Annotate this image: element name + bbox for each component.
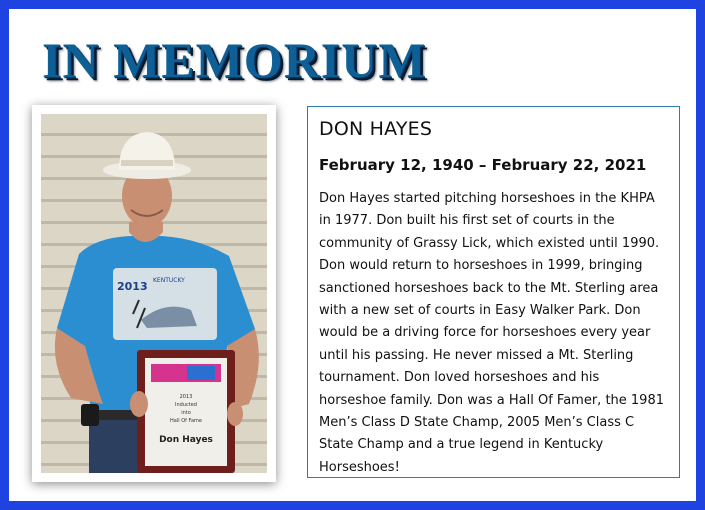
shirt-year: 2013 bbox=[117, 280, 148, 293]
life-dates: February 12, 1940 – February 22, 2021 bbox=[319, 156, 647, 174]
plaque-year: 2013 bbox=[179, 394, 193, 400]
page-heading: IN MEMORIUM bbox=[42, 32, 427, 88]
plaque-line-2: into bbox=[181, 410, 191, 416]
portrait-photo-card bbox=[32, 105, 276, 482]
plaque-line-1: Inducted bbox=[175, 402, 197, 408]
person-name: DON HAYES bbox=[319, 118, 433, 140]
bio-text: Don Hayes started pitching horseshoes in the KHPA in 1977. Don built his first set of courts in the community of Grassy Lick, which existed until 1990. Don would return to horseshoes in 1999, bringing sanctioned horseshoes back to the Mt. Sterling area with a new set of courts in Easy Walker Park. Don would be a driving force for horseshoes every year until his passing. He never missed a Mt. Sterling tournament. Don loved horseshoes and his horseshoe family. Don was a Hall Of Famer, the 1981 Men’s Class D State Champ, 2005 Men’s Class C State Champ and a true legend in Kentucky Horseshoes! bbox=[319, 191, 664, 475]
portrait-photo bbox=[41, 114, 267, 473]
plaque-line-3: Hall Of Fame bbox=[170, 418, 202, 424]
plaque-name: Don Hayes bbox=[159, 435, 213, 445]
shirt-text: KENTUCKY bbox=[153, 277, 185, 284]
bio-panel bbox=[307, 106, 680, 478]
